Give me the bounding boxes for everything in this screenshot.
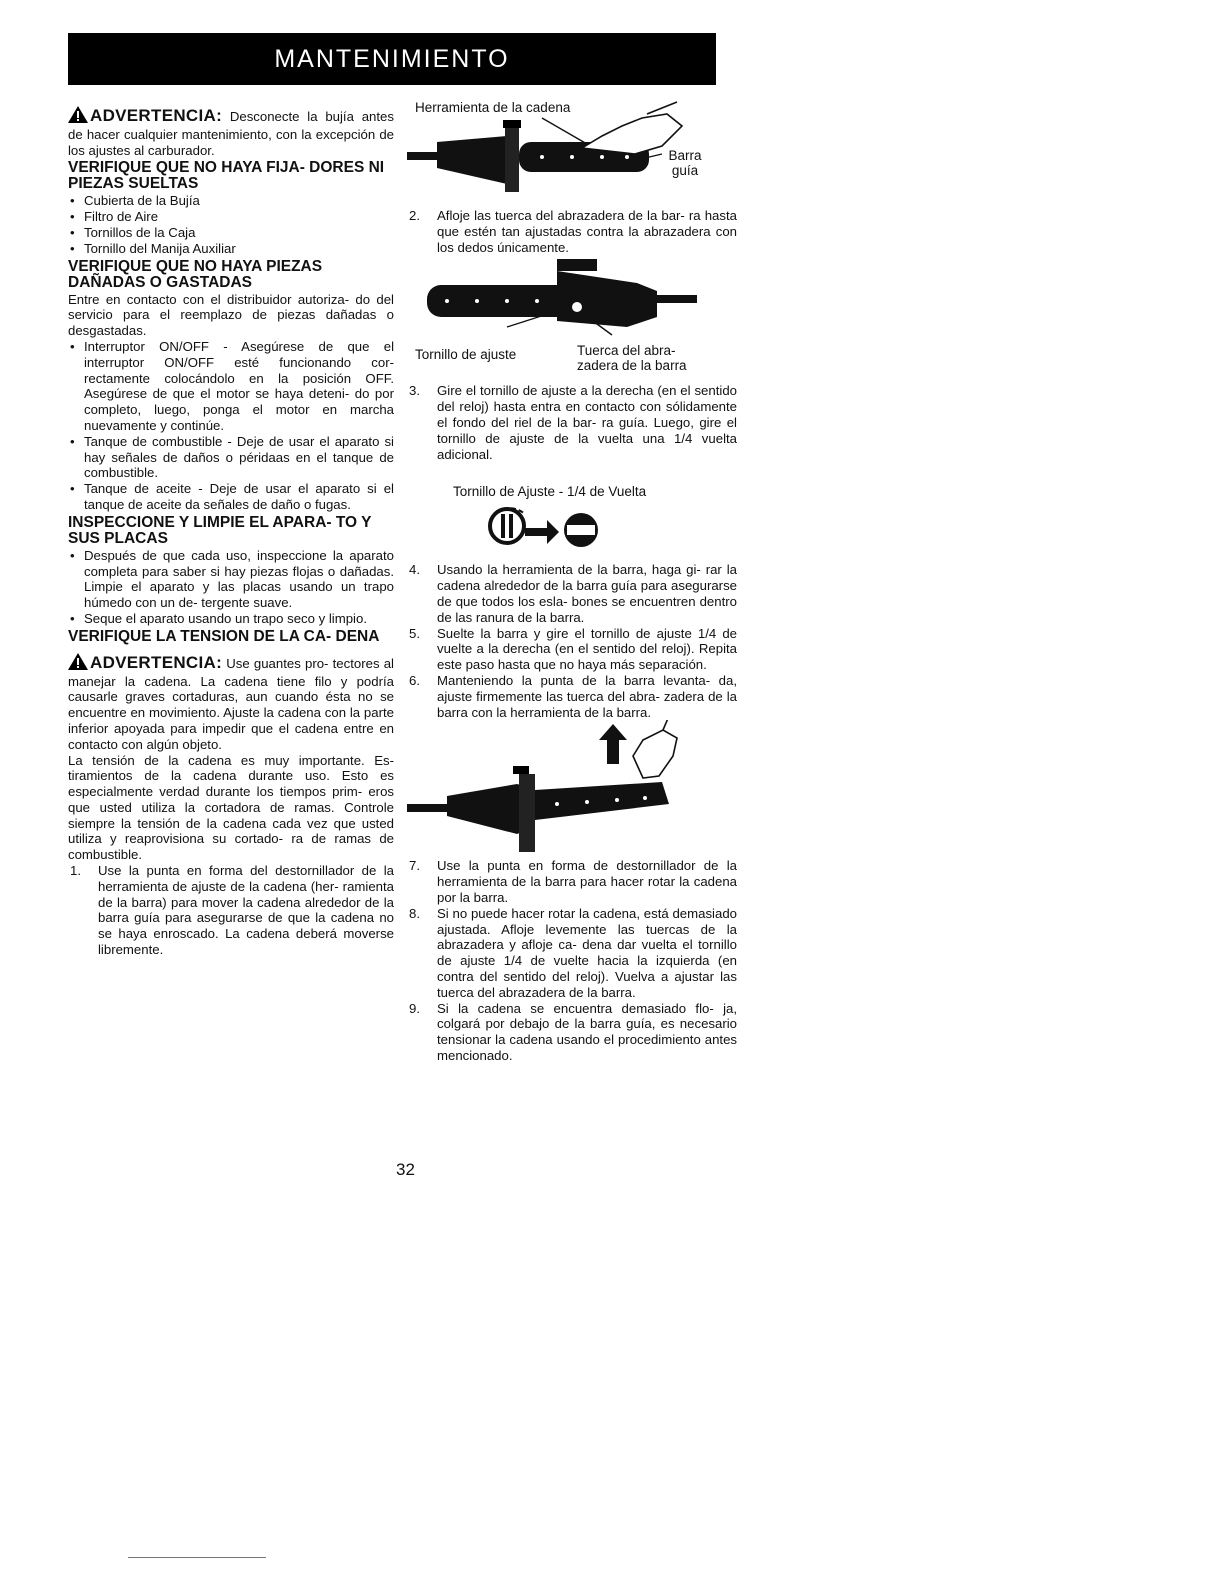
step-number: 8. [409,905,420,921]
warning-block [68,106,394,158]
figure-quarter-turn [407,462,737,562]
section-banner [68,33,716,85]
step-number: 6. [409,672,420,688]
figure-chain-tool [407,96,737,208]
left-column [68,106,394,958]
figure-caption: Tornillo de Ajuste - 1/4 de Vuelta [453,484,647,500]
step-text: Suelte la barra y gire el tornillo de ajuste 1/4 de vuelte a la derecha (en el sentido del reloj). Repita este paso hasta que no haya más separación. [437,625,737,673]
figure-adjust-screw [407,255,737,383]
steps-list [407,858,737,1063]
warning-text: Use guantes pro- tectores al manejar la cadena. La cadena tiene filo y podría causarle graves cortaduras, aun cuando ésta no se encuentre en movimiento. Ajuste la cadena con la parte inferior apoyada para impedir que el cadena entre en contacto con algún objeto. [68,655,394,752]
step-item [407,858,737,905]
step-item [68,863,394,958]
steps-list [68,863,394,958]
quarter-turn-icon [407,462,737,562]
damaged-parts-list [68,339,394,513]
section-heading: VERIFIQUE LA TENSION DE LA CA- DENA [68,627,380,645]
warning-label: ADVERTENCIA: [90,652,223,672]
step-text: Usando la herramienta de la barra, haga gi- rar la cadena alrededor de la barra guía para asegurarse de que todos los esla- bones se encuentren dentro de las ranura de la barra. [437,562,737,625]
warning-label: ADVERTENCIA: [90,106,223,125]
step-item [407,383,737,462]
list-item: • Tanque de aceite - Deje de usar el aparato si el tanque de aceite da señales de daño o fugas. [68,481,394,513]
section-intro: Entre en contacto con el distribuidor autoriza- do del servicio para el reemplazo de piezas dañadas o desgastadas. [68,291,394,339]
step-text: Manteniendo la punta de la barra levanta- da, ajuste firmemente las tuerca del abra- zadera de la barra con la herramienta de la barra. [437,672,737,720]
step-text: Si no puede hacer rotar la cadena, está demasiado ajustada. Afloje levemente las tuercas de la abrazadera y afloje ca- dena dar vuelta el tornillo de ajuste 1/4 de vuelte hacia la izquierda (en contra del sentido del reloj). Vuelva a ajustar las tuerca del abrazadera de la barra. [437,905,737,1000]
figure-label: Herramienta de la cadena [415,100,571,115]
step-item [407,1001,737,1064]
list-item: • Seque el aparato usando un trapo seco y limpio. [68,611,394,627]
step-number: 3. [409,383,420,399]
section-heading: VERIFIQUE QUE NO HAYA PIEZAS DAÑADAS O GASTADAS [68,257,323,291]
page-number: 32 [396,1160,415,1179]
step-item [407,208,737,255]
figure-label: Tornillo de ajuste [415,347,517,363]
step-number: 4. [409,562,420,578]
section-heading: VERIFIQUE QUE NO HAYA FIJA- DORES NI PIEZAS SUELTAS [68,159,385,193]
adjust-screw-illustration [407,255,737,347]
warning-text: Desconecte la bujía antes de hacer cualquier mantenimiento, con la excepción de los ajustes al carburador. [68,109,394,158]
list-item: • Interruptor ON/OFF - Asegúrese de que el interruptor ON/OFF esté funcionando cor- rectamente colocándolo en la posición OFF. Asegúrese de que el motor se haya deteni- do por completo, luego, ponga el motor en marcha nuevamente y continúe. [68,339,394,434]
section-heading: INSPECCIONE Y LIMPIE EL APARA- TO Y SUS PLACAS [68,513,372,547]
page-title: MANTENIMIENTO [274,44,510,73]
steps-list [407,208,737,255]
step-item [407,562,737,625]
lift-bar-illustration [407,720,737,858]
list-item: • Después de que cada uso, inspeccione la aparato completa para saber si hay piezas flojas o dañadas. Limpie el aparato y las placas usando un trapo húmedo con un de- tergente suave. [68,548,394,611]
step-item [407,626,737,673]
list-item: • Tanque de combustible - Deje de usar el aparato si hay señales de daños o péridaas en el tanque de combustible. [68,434,394,481]
warning-triangle-icon [68,653,88,674]
figure-label: Barra guía [668,148,702,178]
right-column [407,96,737,1064]
step-item [407,673,737,720]
steps-list [407,383,737,462]
figure-lift-bar [407,720,737,858]
footer-rule [128,1557,266,1558]
step-number: 9. [409,1000,420,1016]
step-text: Use la punta en forma de destornillador de la herramienta de la barra para hacer rotar la cadena por la barra. [437,858,737,905]
step-text: Si la cadena se encuentra demasiado flo- ja, colgará por debajo de la barra guía, es necesario tensionar la cadena usando el procedimiento antes mencionado. [437,1000,737,1063]
step-text: Afloje las tuerca del abrazadera de la bar- ra hasta que estén tan ajustadas contra la abrazadera con los dedos únicamente. [437,208,737,255]
warning-block [68,653,394,753]
cleaning-list [68,548,394,627]
step-text: Gire el tornillo de ajuste a la derecha (en el sentido del reloj) hasta entra en contacto con sólidamente el fondo del riel de la bar- ra guía. Luego, gire el tornillo de ajuste de la vuelta una 1/4 vuelta adicional. [437,383,737,462]
list-item: • Cubierta de la Bujía [68,193,394,209]
figure-label: Tuerca del abra- zadera de la barra [577,343,687,374]
chain-tool-illustration [407,96,737,208]
warning-triangle-icon [68,106,88,127]
step-item [407,906,737,1001]
step-number: 2. [409,208,420,223]
step-number: 5. [409,625,420,641]
step-number: 7. [409,858,420,874]
list-item: • Tornillo del Manija Auxiliar [68,241,394,257]
step-text: Use la punta en forma del destornillador de la herramienta de ajuste de la cadena (her- ramienta de la barra) para mover la cadena alrededor de la barra guía para asegurarse de que la cadena no se haya enroscado. La cadena deberá moverse libremente. [98,863,394,958]
steps-list [407,562,737,720]
loose-parts-list [68,193,394,256]
chain-tension-paragraph: La tensión de la cadena es muy importante. Es- tiramientos de la cadena durante uso. Esto es especialmente verdad durante los tiempos prim- eros que usted utiliza la cortadora de ramas. Controle siempre la tensión de la cadena cada vez que usted utiliza y reaprovisiona su cortado- ra de ramas de combustible. [68,752,394,863]
list-item: • Filtro de Aire [68,209,394,225]
list-item: • Tornillos de la Caja [68,225,394,241]
step-number: 1. [70,863,81,879]
